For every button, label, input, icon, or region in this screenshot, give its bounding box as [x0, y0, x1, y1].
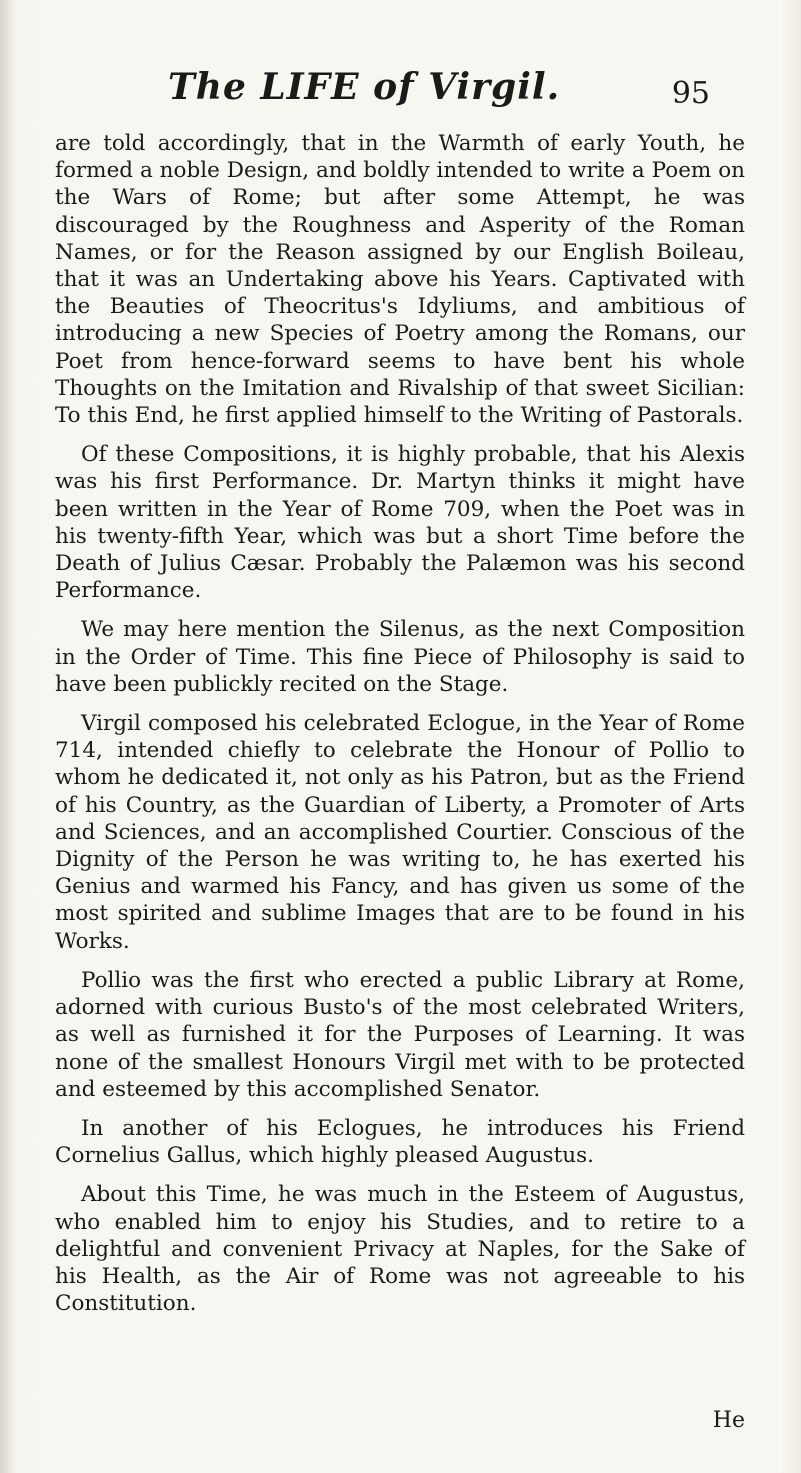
- paragraph: We may here mention the Silenus, as the next Composition in the Order of Time. This fine Piece of Philosophy is said to have been publickly recited on the Stage.: [55, 617, 745, 697]
- paragraph: Virgil composed his celebrated Eclogue, in the Year of Rome 714, intended chiefly to celebrate the Honour of Pollio to whom he dedicated it, not only as his Patron, but as the Friend of his Country, as the Guardian of Liberty, a Promoter of Arts and Sciences, and an accomplished Courtier. Conscious of the Dignity of the Person he was writing to, he has exerted his Genius and warmed his Fancy, and has given us some of the most spirited and sublime Images that are to be found in his Works.: [55, 711, 745, 954]
- paragraph: Pollio was the first who erected a public Library at Rome, adorned with curious Busto's of the most celebrated Writers, as well as furnished it for the Purposes of Learning. It was none of the smallest Honours Virgil met with to be protected and esteemed by this accomplished Senator.: [55, 967, 745, 1102]
- catchword: He: [712, 1408, 745, 1433]
- paragraph: are told accordingly, that in the Warmth of early Youth, he formed a noble Design, and boldly intended to write a Poem on the Wars of Rome; but after some Attempt, he was discouraged by the Roughness and Asperity of the Roman Names, or for the Reason assigned by our English Boileau, that it was an Undertaking above his Years. Captivated with the Beauties of Theocritus's Idyliums, and ambitious of introducing a new Species of Poetry among the Romans, our Poet from hence-forward seems to have bent his whole Thoughts on the Imitation and Rivalship of that sweet Sicilian: To this End, he first applied himself to the Writing of Pastorals.: [55, 131, 745, 429]
- paragraph: In another of his Eclogues, he introduces his Friend Cornelius Gallus, which highly pleased Augustus.: [55, 1115, 745, 1169]
- page-header: [150, 66, 710, 116]
- running-title: The LIFE of Virgil.: [168, 66, 561, 108]
- paragraph: Of these Compositions, it is highly probable, that his Alexis was his first Performance. Dr. Martyn thinks it might have been written in the Year of Rome 709, when the Poet was in his twenty-fifth Year, which was but a short Time before the Death of Julius Cæsar. Probably the Palæmon was his second Performance.: [55, 442, 745, 604]
- page-number: 95: [671, 76, 710, 111]
- page-gutter-shadow: [0, 0, 14, 1473]
- body-text: [55, 130, 745, 1317]
- paragraph: About this Time, he was much in the Esteem of Augustus, who enabled him to enjoy his Studies, and to retire to a delightful and convenient Privacy at Naples, for the Sake of his Health, as the Air of Rome was not agreeable to his Constitution.: [55, 1182, 745, 1317]
